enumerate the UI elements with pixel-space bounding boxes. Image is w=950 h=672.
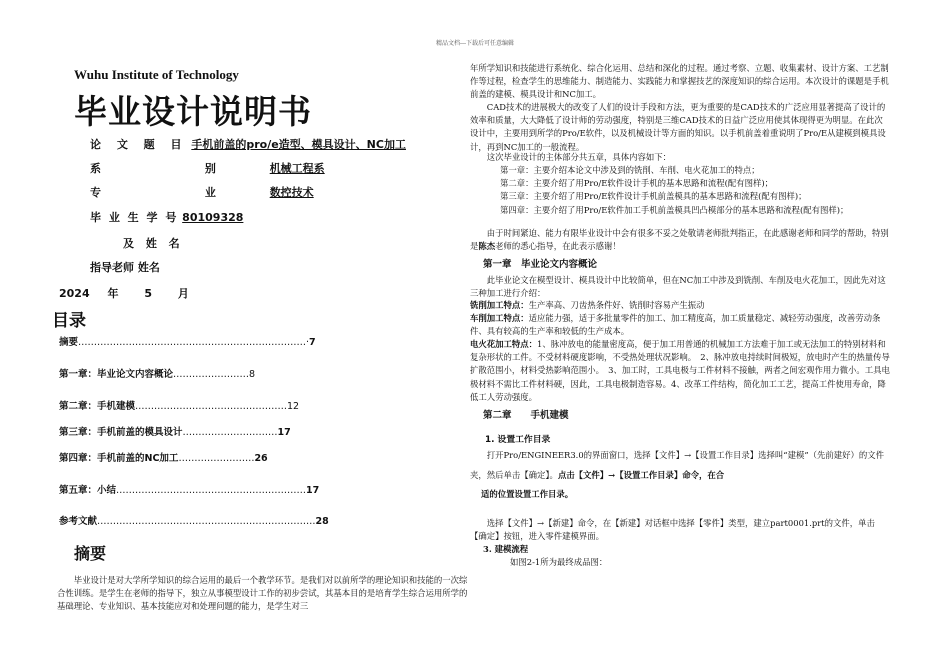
toc-item-leader: …………………… (173, 369, 250, 380)
institution-name: Wuhu Institute of Technology (74, 67, 239, 82)
cover-id-label: 毕 业 生 学 号 (90, 211, 179, 224)
list-item: 第四章：主要介绍了用Pro/E软件加工手机前盖模具凹凸模部分的基本思路和流程(配有图样)； (500, 204, 849, 215)
toc-item-leader: …………………………………………………… (116, 485, 307, 496)
cover-year: 2024 (59, 287, 90, 300)
cover-major-value: 数控技术 (269, 186, 314, 199)
toc-item-page: 17 (277, 427, 291, 438)
toc-item-title: 第四章：手机前盖的NC加工 (59, 453, 179, 464)
cover-name-row (123, 235, 184, 251)
cover-date-row (59, 285, 189, 301)
chapter2-heading: 第二章 手机建模 (483, 410, 569, 421)
thanks-paragraph (470, 227, 890, 253)
cover-year-unit: 年 (107, 287, 119, 300)
toc-item-title: 第五章：小结 (59, 485, 117, 496)
toc-item[interactable] (59, 424, 291, 438)
thanks-text: 由于时间紧迫、能力有限毕业设计中会有很多不妥之处敬请老师批判指正，在此感谢老师和同学的帮助，特别是 (470, 228, 889, 252)
turning-text: 适应能力强，适于多批量零件的加工、加工精度高，加工质量稳定、减轻劳动强度，改善劳动条件、具有较高的生产率和较低的生产成本。 (470, 313, 881, 337)
toc-item-leader: …………………………………………………………… (97, 516, 316, 527)
step3-text: 如图2-1所为最终成品图： (510, 557, 608, 567)
toc-item-page: 26 (254, 453, 268, 464)
cover-advisor-label: 指导老师 姓名 (90, 261, 160, 274)
list-item: 第一章：主要介绍本论文中涉及到的铣削、车削、电火花加工的特点； (500, 165, 760, 175)
cover-topic-row (90, 136, 406, 152)
list-item: 第三章：主要介绍了用Pro/E软件设计手机前盖模具的基本思路和流程(配有图样)； (500, 191, 807, 202)
milling-paragraph (470, 299, 890, 312)
cover-dept-label: 系 别 (90, 162, 266, 175)
cover-major-row (90, 184, 314, 200)
cad-paragraph: CAD技术的进展极大的改变了人们的设计手段和方法，更为重要的是CAD技术的广泛应用显著提高了设计的效率和质量，大大降低了设计师的劳动强度，特别是三维CAD技术的日益广泛应用使其体现得更为明显。在此次设计中，主要用到所学的Pro/E软件，以及机械设计等方面的知识。以手机前盖着重说明了Pro/E从建模到模具设计，再到NC加工的一般流程。 (470, 102, 886, 152)
chapter-list (470, 164, 890, 217)
thanks-end: 老师的悉心指导，在此表示感谢！ (495, 241, 621, 252)
toc-item-leader: ………………………………………………………………· (78, 337, 310, 348)
cover-name-label: 及 姓 名 (123, 237, 184, 250)
chapter1-heading: 第一章 毕业论文内容概论 (483, 259, 598, 270)
step1-heading: 1. 设置工作目录 (485, 435, 551, 445)
edm-paragraph (470, 338, 890, 404)
toc-item[interactable] (59, 482, 319, 496)
cover-id-row (90, 209, 243, 225)
toc-item[interactable] (59, 366, 255, 380)
toc-item-page: 12 (287, 401, 300, 412)
toc-item[interactable] (59, 513, 329, 527)
toc-item-leader: …………………… (178, 453, 255, 464)
cover-dept-value: 机械工程系 (269, 162, 325, 175)
toc-item-leader: ………………………… (182, 427, 278, 438)
toc-item-page: 17 (306, 485, 320, 496)
edm-text: 1、脉冲放电的能量密度高，便于加工用普通的机械加工方法难于加工或无法加工的特别材料和复杂形状的工件。不受材料硬度影响，不受热处理状况影响。 2、脉冲放电持续时间极短，放电时产生的热量传导扩散范围小，材料受热影响范围小。 3、加工时，工具电极与工件材料不接触，两者之间宏观作用力微小。工具电极材料不需比工件材料硬，因此，工具电极制造容易。4、改革工件结构，简化加工工艺，提高工件使用寿命，降低工人劳动强度。 (470, 339, 890, 402)
toc-item-page: 7 (309, 337, 316, 348)
cover-id-value: 80109328 (182, 211, 244, 224)
abstract-text: 毕业设计是对大学所学知识的综合运用的最后一个教学环节。是我们对以前所学的理论知识和技能的一次综合性训练。是学生在老师的指导下，独立从事模型设计工作的初步尝试，其基本目的是培育学生综合运用所学的基础理论、专业知识、基本技能应对和处理问题的能力，是学生对三 (57, 575, 468, 612)
step2-paragraph: 选择【文件】→【新建】命令，在【新建】对话框中选择【零件】类型，建立part0001.prt的文件，单击【确定】按钮，进入零件建模界面。 (470, 518, 875, 542)
header-note: 精品文档---下载后可任意编辑 (435, 40, 515, 47)
toc-item-page: 8 (249, 369, 256, 380)
cover-month: 5 (144, 287, 152, 300)
step1-bold-continued: 适的位置设置工作目录。 (481, 489, 574, 499)
toc-heading: 目录 (52, 311, 86, 331)
toc-item-title: 第一章：毕业论文内容概论 (59, 369, 174, 380)
step1-bold-text: 点击【文件】→【设置工作目录】命令，在合 (557, 470, 725, 480)
cover-month-unit: 月 (177, 287, 189, 300)
document-title: 毕业设计说明书 (74, 92, 312, 131)
toc-item-title: 参考文献 (59, 516, 98, 527)
toc-item-page: 28 (315, 516, 329, 527)
step1-paragraph (470, 445, 890, 485)
toc-item[interactable] (59, 334, 316, 348)
step1-text: 打开Pro/ENGINEER3.0的界面窗口，选择【文件】→【设置工作目录】选择叫“建模”（先前建好）的文件夹，然后单击【确定】。 (470, 450, 884, 480)
intro-paragraph: 年所学知识和技能进行系统化、综合化运用、总结和深化的过程。通过考察、立题、收集素材、设计方案、工艺制作等过程，检查学生的思维能力、制造能力、实践能力和掌握技艺的深度知识的综合运用。本次设计的课题是手机前盖的建模、模具设计和NC加工。 (470, 63, 889, 100)
toc-item[interactable] (59, 398, 299, 412)
milling-text: 生产率高、刀齿热条件好、铣削时容易产生振动 (528, 300, 705, 310)
chapter1-intro: 此毕业论文在模型设计、模具设计中比较简单，但在NC加工中涉及到铣削、车削及电火花加工，因此先对这三种加工进行介绍： (470, 275, 886, 299)
milling-label: 铣削加工特点： (470, 300, 529, 310)
toc-item-title: 第二章：手机建模 (59, 401, 136, 412)
cover-advisor-row (90, 259, 160, 275)
turning-paragraph (470, 312, 890, 338)
cover-major-label: 专 业 (90, 186, 266, 199)
structure-paragraph: 这次毕业设计的主体部分共五章，具体内容如下： (486, 152, 672, 162)
list-item: 第二章：主要介绍了用Pro/E软件设计手机的基本思路和流程(配有图样)； (500, 178, 774, 189)
toc-item-title: 摘要 (59, 337, 79, 348)
cover-topic-value: 手机前盖的pro/e造型、模具设计、NC加工 (191, 138, 406, 151)
edm-label: 电火花加工特点： (470, 339, 537, 349)
step3-heading: 3. 建模流程 (483, 544, 529, 554)
advisor-name: 陈杰 (478, 241, 496, 252)
cover-topic-label: 论 文 题 目 (90, 138, 188, 151)
toc-item-leader: ………………………………………… (135, 401, 288, 412)
abstract-heading: 摘要 (74, 544, 107, 563)
cover-dept-row (90, 160, 325, 176)
toc-item[interactable] (59, 450, 268, 464)
toc-item-title: 第三章：手机前盖的模具设计 (59, 427, 183, 438)
turning-label: 车削加工特点： (470, 313, 529, 323)
